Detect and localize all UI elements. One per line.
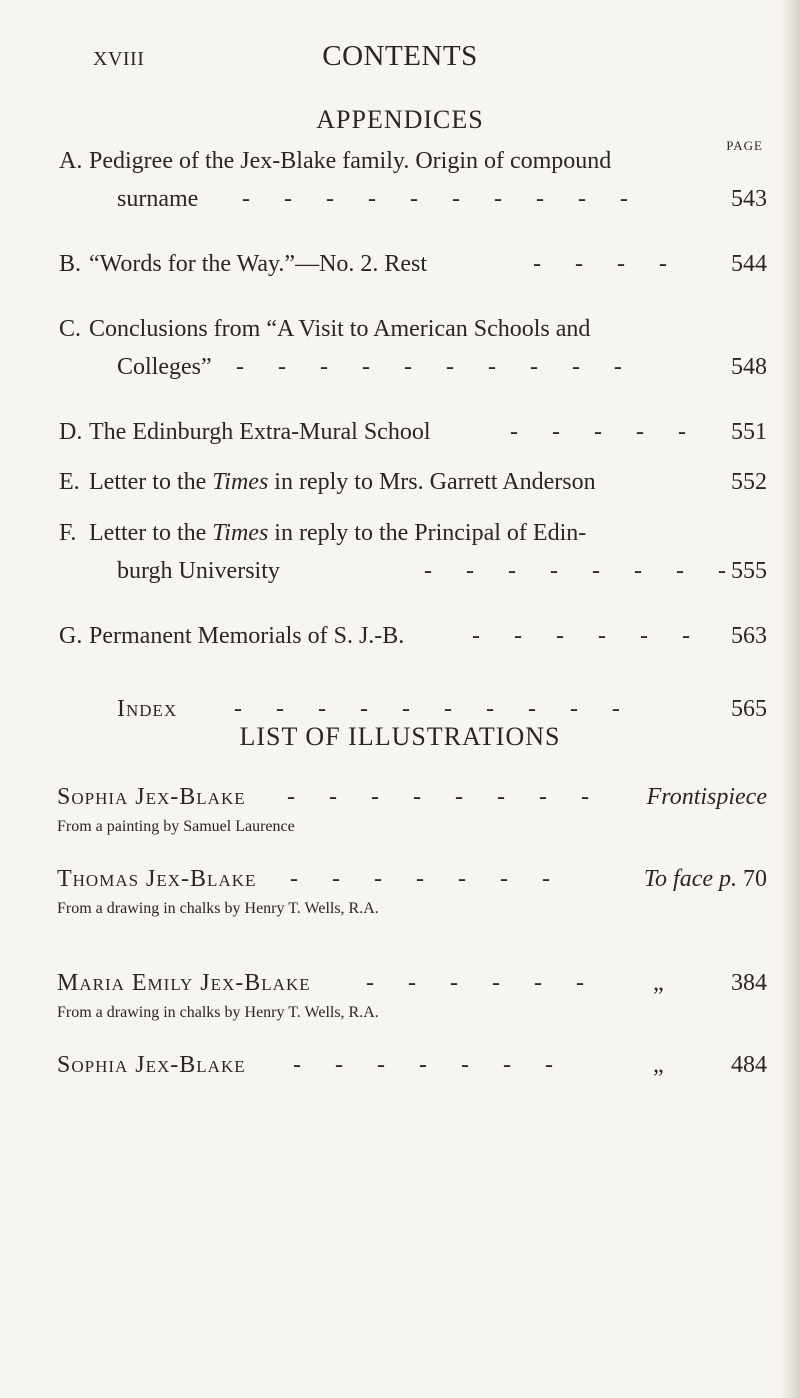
entry-text: Letter to the Times in reply to Mrs. Garrett Anderson: [89, 469, 596, 495]
page-number: 543: [731, 186, 767, 212]
illustration-caption: From a drawing in chalks by Henry T. Wells, R.A.: [57, 1004, 379, 1021]
illustration-caption: From a drawing in chalks by Henry T. Wells, R.A.: [57, 900, 379, 917]
entry-text: Letter to the Times in reply to the Principal of Edin-: [89, 520, 587, 546]
entry-letter: E.: [59, 469, 80, 495]
dot-leader: - - - - - - - - - -: [236, 354, 636, 380]
appendices-heading: APPENDICES: [316, 105, 484, 134]
entry-text: burgh University: [117, 558, 280, 584]
illustration-name: Thomas Jex-Blake: [57, 866, 257, 892]
dot-leader: - - - - - -: [366, 970, 598, 996]
entry-letter: F.: [59, 520, 77, 546]
entry-text: Colleges”: [117, 354, 212, 380]
page-column-label: PAGE: [726, 138, 763, 153]
entry-text: Permanent Memorials of S. J.-B.: [89, 623, 405, 649]
italic-title: Times: [212, 520, 269, 546]
page-number: 551: [731, 419, 767, 445]
page-number: 555: [731, 558, 767, 584]
entry-letter: B.: [59, 251, 82, 277]
illustration-position: Frontispiece: [646, 784, 767, 810]
entry-text: The Edinburgh Extra-Mural School: [89, 419, 431, 445]
page-number: 384: [731, 970, 767, 996]
ditto-mark: „: [653, 1052, 664, 1078]
roman-page-number: xviii: [93, 40, 145, 72]
index-label: Index: [117, 696, 178, 722]
page-number: 552: [731, 469, 767, 495]
illustration-name: Sophia Jex-Blake: [57, 784, 246, 810]
dot-leader: - - - -: [533, 251, 681, 277]
entry-letter: C.: [59, 316, 82, 342]
ditto-mark: „: [653, 970, 664, 996]
illustration-name: Sophia Jex-Blake: [57, 1052, 246, 1078]
illustration-position: To face p. 70: [643, 866, 767, 892]
entry-letter: D.: [59, 419, 83, 445]
dot-leader: - - - - - - - - - -: [234, 696, 634, 722]
entry-text: surname: [117, 186, 199, 212]
page-number: 544: [731, 251, 767, 277]
entry-letter: A.: [59, 148, 83, 174]
dot-leader: - - - - - - -: [293, 1052, 567, 1078]
page-number: 565: [731, 696, 767, 722]
entry-letter: G.: [59, 623, 83, 649]
dot-leader: - - - - - - -: [290, 866, 564, 892]
page-title: CONTENTS: [322, 40, 478, 72]
dot-leader: - - - - - - - -: [424, 558, 740, 584]
page-number: 548: [731, 354, 767, 380]
illustrations-heading: LIST OF ILLUSTRATIONS: [239, 722, 561, 751]
entry-text: Pedigree of the Jex-Blake family. Origin of compound: [89, 148, 612, 174]
illustration-name: Maria Emily Jex-Blake: [57, 970, 311, 996]
entry-text: “Words for the Way.”—No. 2. Rest: [89, 251, 428, 277]
dot-leader: - - - - - -: [472, 623, 704, 649]
illustration-caption: From a painting by Samuel Laurence: [57, 818, 295, 835]
page-edge-shadow: [780, 0, 800, 1398]
dot-leader: - - - - - - - -: [287, 784, 603, 810]
dot-leader: - - - - -: [510, 419, 700, 445]
page-number: 484: [731, 1052, 767, 1078]
page-number: 563: [731, 623, 767, 649]
italic-title: Times: [212, 469, 269, 495]
dot-leader: - - - - - - - - - -: [242, 186, 642, 212]
entry-text: Conclusions from “A Visit to American Schools and: [89, 316, 591, 342]
